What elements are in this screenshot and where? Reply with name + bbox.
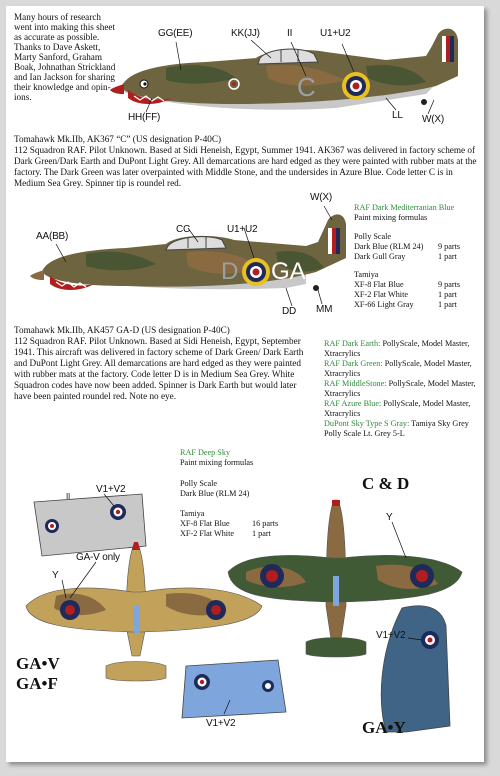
squadron-code-ga: GA xyxy=(271,258,306,285)
intro-line: ions. xyxy=(14,92,32,102)
plane1-description: 112 Squadron RAF. Pilot Unknown. Based at Sidi Heneish, Egypt, Summer 1941. AK367 was delivered in factory scheme of Dark Green/Dark Earth and DuPont Light Grey. All demarcations are hard edged as they were painted with rubber mats at the factory. The Dark Green was later overpainted with Middle Stone, and the undersides in Azure Blue. Code letter C is in Medium Sea Grey. Spinner tip is roundel red. xyxy=(14,145,477,188)
formula-sub: Paint mixing formulas xyxy=(354,213,428,222)
intro-line: Boak, Johnathan Strickland xyxy=(14,62,116,72)
polly-heading: Polly Scale xyxy=(180,479,218,488)
formula-heading: RAF Dark Mediterranian Blue xyxy=(354,203,455,212)
paint-ref-line: Xtracrylics xyxy=(324,409,361,418)
tamiya3-qty: 1 part xyxy=(438,300,457,309)
paint-ref-line: Xtracrylics xyxy=(324,349,361,358)
code-ga-y: GA•Y xyxy=(362,718,406,737)
tamiya1-qty: 16 parts xyxy=(252,519,279,528)
intro-line: their knowledge and opin- xyxy=(14,82,111,92)
code-letter-c: C xyxy=(297,72,316,102)
intro-line: and Ian Jackson for sharing xyxy=(14,72,116,82)
tamiya1-name: XF-8 Flat Blue xyxy=(180,519,230,528)
wing-mark-ii: II xyxy=(66,492,71,501)
callout-ll: LL xyxy=(392,110,403,121)
polly-heading: Polly Scale xyxy=(354,232,392,241)
callout-gg: GG(EE) xyxy=(158,28,193,39)
plane2-description: 112 Squadron RAF. Pilot Unknown. Based at Sidi Heneish, Egypt, September 1941. This aircraft was delivered in factory scheme of Dark Green/ Dark Earth and DuPont Light Grey. All demarcations are hard edged as they were painted with rubber mats at the factory. Code letter D is in Medium Sea Grey. White Squadron codes have now been added. Spinner is Dark Earth but would later have been painted roundel red. Note no eye. xyxy=(14,336,304,401)
planform-drawings xyxy=(6,6,484,762)
callout-v1v2-right: V1+V2 xyxy=(376,630,406,641)
callout-v1v2-bottom: V1+V2 xyxy=(206,718,236,729)
callout-dd: DD xyxy=(282,306,297,317)
tamiya1-name: XF-8 Flat Blue xyxy=(354,280,404,289)
callout-kk: KK(JJ) xyxy=(231,28,260,39)
callout-w: W(X) xyxy=(422,114,444,125)
paint-ref-sky-grey: DuPont Sky Type S Gray: Tamiya Sky Grey xyxy=(324,419,469,428)
tamiya3-name: XF-66 Light Gray xyxy=(354,300,414,309)
polly2-name: Dark Gull Gray xyxy=(354,252,406,261)
tamiya-heading: Tamiya xyxy=(354,270,379,279)
intro-line: Marty Sanford, Graham xyxy=(14,52,103,62)
tamiya2-name: XF-2 Flat White xyxy=(180,529,234,538)
paint-ref-dark-green: RAF Dark Green: PollyScale, Model Master, xyxy=(324,359,472,368)
polly2-qty: 1 part xyxy=(438,252,457,261)
callout-ga-v-only: GA-V only xyxy=(76,552,120,563)
decal-sheet xyxy=(6,6,484,762)
callout-v1v2-top: V1+V2 xyxy=(96,484,126,495)
paint-ref-line: Polly Scale Lt. Grey 5-L xyxy=(324,429,405,438)
polly1-name: Dark Blue (RLM 24) xyxy=(180,489,250,498)
callout-cc: CC xyxy=(176,224,191,235)
paint-ref-middle-stone: RAF MiddleStone: PollyScale, Model Master, xyxy=(324,379,476,388)
callout-w: W(X) xyxy=(310,192,332,203)
formula-sub: Paint mixing formulas xyxy=(180,458,254,467)
tamiya2-qty: 1 part xyxy=(438,290,457,299)
code-ga-v: GA•V xyxy=(16,654,60,673)
code-letter-d: D xyxy=(221,258,239,285)
callout-y-right: Y xyxy=(386,512,393,523)
code-ga-f: GA•F xyxy=(16,674,58,693)
plane1-title: Tomahawk Mk.IIb, AK367 “C” (US designation P-40C) xyxy=(14,134,222,144)
callout-aa: AA(BB) xyxy=(36,231,69,242)
callout-mm: MM xyxy=(316,304,333,315)
polly1-name: Dark Blue (RLM 24) xyxy=(354,242,424,251)
tamiya1-qty: 9 parts xyxy=(438,280,461,289)
intro-line: Thanks to Dave Askett, xyxy=(14,42,101,52)
tamiya-heading: Tamiya xyxy=(180,509,205,518)
callout-u1: U1+U2 xyxy=(320,28,351,39)
paint-ref-dark-earth: RAF Dark Earth: PollyScale, Model Master, xyxy=(324,339,470,348)
formula-heading: RAF Deep Sky xyxy=(180,448,231,457)
paint-ref-line: Xtracrylics xyxy=(324,389,361,398)
plane2-title: Tomahawk Mk.IIb, AK457 GA-D (US designation P-40C) xyxy=(14,325,230,335)
intro-line: went into making this sheet xyxy=(14,22,116,32)
paint-ref-line: Xtracrylics xyxy=(324,369,361,378)
paint-ref-azure-blue: RAF Azure Blue: PollyScale, Model Master, xyxy=(324,399,471,408)
intro-line: as accurate as possible. xyxy=(14,32,100,42)
tamiya2-qty: 1 part xyxy=(252,529,271,538)
callout-u1: U1+U2 xyxy=(227,224,258,235)
callout-hh: HH(FF) xyxy=(128,112,161,123)
intro-line: Many hours of research xyxy=(14,12,101,22)
callout-ii: II xyxy=(287,28,293,39)
tamiya2-name: XF-2 Flat White xyxy=(354,290,408,299)
polly1-qty: 9 parts xyxy=(438,242,461,251)
callout-y-left: Y xyxy=(52,570,59,581)
c-and-d-label: C & D xyxy=(362,474,410,493)
